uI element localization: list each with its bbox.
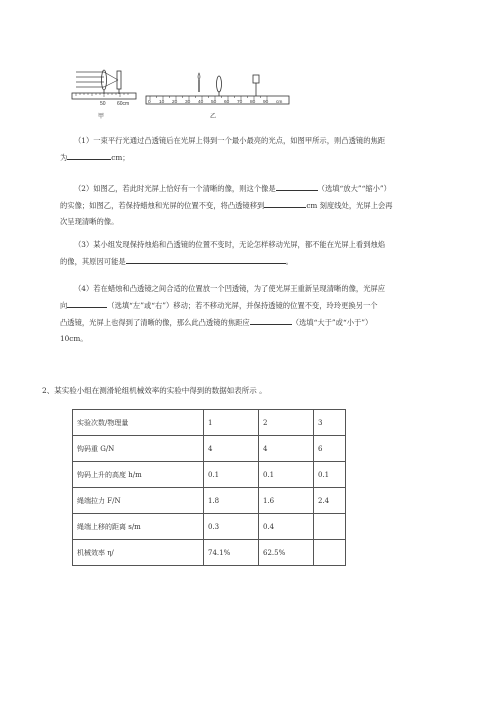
table-cell-empty[interactable]: [314, 540, 346, 566]
q1-part4-line1: （4）若在蜡烛和凸透镜之间合适的位置放一个凹透镜，为了使光屏王重新呈现清晰的像，光屏应: [74, 284, 386, 293]
ruler-label-90: 90: [263, 100, 269, 105]
q1-part4-line4: 10cm。: [60, 334, 88, 343]
text: 凸透镜，光屏上也得到了清晰的像，那么此凸透镜的焦距应: [60, 318, 250, 327]
q1-part3-line1: （3）某小组发现保持烛焰和凸透镜的位置不变时，无论怎样移动光屏，都不能在光屏上看到烛焰: [74, 240, 386, 249]
text: cm；: [111, 153, 130, 162]
question-1-part-4: [60, 281, 470, 347]
ruler-label-60: 60: [224, 100, 230, 105]
text: 的实像；如图乙，若保持蜡烛和光屏的位置不变，将凸透镜移到: [60, 201, 265, 210]
ruler-label-40: 40: [198, 100, 204, 105]
table-cell: 4: [259, 436, 314, 462]
answer-blank-focal-compare[interactable]: [250, 314, 292, 325]
answer-blank-image-type[interactable]: [276, 180, 318, 191]
question-1-part-3: [60, 237, 470, 270]
lens-figures: [60, 62, 300, 124]
table-cell: 1.8: [204, 488, 259, 514]
q1-part1-line2: [60, 149, 470, 166]
answer-blank-direction[interactable]: [67, 297, 107, 308]
table-cell: 2: [259, 410, 314, 436]
answer-blank-focal-length[interactable]: [67, 149, 111, 160]
table-cell: 钩码上升的高度 h/m: [73, 462, 204, 488]
question-2-title: 2、某实验小组在测滑轮组机械效率的实验中得到的数据如表所示 。: [42, 386, 267, 395]
ruler-label-cm: cm: [276, 100, 283, 105]
table-cell: 0.1: [259, 462, 314, 488]
figure-yi: [146, 73, 289, 120]
table-cell: 62.5%: [259, 540, 314, 566]
table-cell: 钩码重 G/N: [73, 436, 204, 462]
table-cell: 2.4: [314, 488, 346, 514]
table-cell: 74.1%: [204, 540, 259, 566]
ruler-label-30: 30: [185, 100, 191, 105]
optics-bench-figure: [60, 62, 300, 124]
text: （选填“大于”或“小于”）: [291, 318, 373, 327]
q1-part4-line2: [60, 297, 470, 314]
table-row: [73, 514, 346, 540]
table-cell: 实验次数/物理量: [73, 410, 204, 436]
table-cell: 1.6: [259, 488, 314, 514]
q1-part3-line2: [60, 253, 470, 270]
ruler-label-80: 80: [250, 100, 256, 105]
ruler-label-0: 0: [148, 100, 151, 105]
figure-label-yi: 乙: [210, 113, 217, 120]
text: 的像，其原因可能是: [60, 257, 126, 266]
table-cell: 0.1: [314, 462, 346, 488]
text: 为: [60, 153, 68, 162]
figure-label-jia: 甲: [98, 113, 105, 120]
text: 向: [60, 301, 68, 310]
table-row: [73, 540, 346, 566]
q1-part4-line3: [60, 314, 470, 331]
ruler-label-50: 50: [211, 100, 217, 105]
table-cell-empty[interactable]: [314, 514, 346, 540]
ruler-label-50: 50: [100, 101, 106, 107]
text: 。: [285, 257, 293, 266]
table-row: [73, 462, 346, 488]
table-cell: 6: [314, 436, 346, 462]
ruler-label-60cm: 60cm: [117, 101, 130, 107]
question-1-part-1: [60, 133, 470, 166]
q1-part1-line1: （1）一束平行光通过凸透镜后在光屏上得到一个最小最亮的光点，如图甲所示，则凸透镜的焦距: [74, 136, 386, 145]
figure-jia: [72, 70, 136, 120]
q1-part2-line2: [60, 197, 470, 214]
table-cell: 4: [204, 436, 259, 462]
ruler-label-20: 20: [172, 100, 178, 105]
table-cell: 0.3: [204, 514, 259, 540]
text: （选填“左”或“右”）移动；若不移动光屏，并保持透镜的位置不变，玲玲更换另一个: [107, 301, 378, 310]
pulley-efficiency-table: [72, 409, 346, 566]
text: （2）如图乙，若此时光屏上恰好有一个清晰的像，则这个像是: [74, 184, 276, 193]
table-row: [73, 410, 346, 436]
ruler-label-10: 10: [159, 100, 165, 105]
answer-blank-lens-position[interactable]: [264, 197, 306, 208]
q1-part2-line3: 次呈现清晰的像。: [60, 217, 119, 226]
table-cell: 0.1: [204, 462, 259, 488]
ruler-label-70: 70: [237, 100, 243, 105]
table-row: [73, 488, 346, 514]
question-1-part-2: [60, 180, 470, 230]
table-cell: 绳端上移的距离 s/m: [73, 514, 204, 540]
text: cm 刻度线处，光屏上会再: [306, 201, 393, 210]
q1-part2-line1: [60, 180, 470, 197]
table-cell: 0.4: [259, 514, 314, 540]
answer-blank-reason[interactable]: [126, 253, 286, 264]
table-cell: 绳端拉力 F/N: [73, 488, 204, 514]
table-cell: 3: [314, 410, 346, 436]
table-cell: 1: [204, 410, 259, 436]
text: （选填“放大”“缩小”）: [317, 184, 391, 193]
table-cell: 机械效率 η/: [73, 540, 204, 566]
table-row: [73, 436, 346, 462]
